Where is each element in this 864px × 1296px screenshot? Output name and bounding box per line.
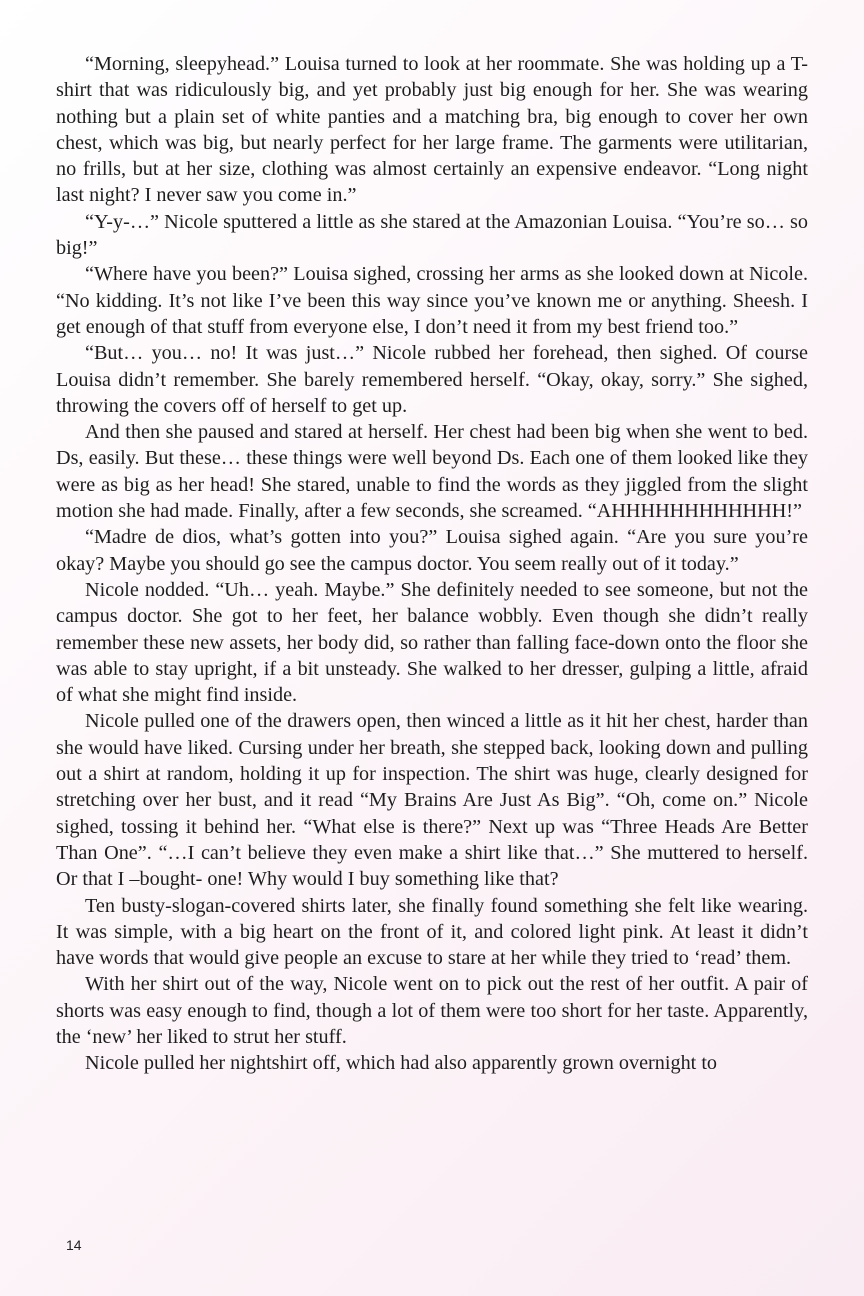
- paragraph: With her shirt out of the way, Nicole went on to pick out the rest of her outfit. A pair of shorts was easy enough to find, though a lot of them were too short for her taste. Apparently, the ‘new’ her liked to strut her stuff.: [56, 973, 808, 1048]
- page-body: [56, 51, 808, 1077]
- paragraph: And then she paused and stared at herself. Her chest had been big when she went to bed. Ds, easily. But these… these things were well beyond Ds. Each one of them looked like they were as big as her head! She stared, unable to find the words as they jiggled from the slight motion she had made. Finally, after a few seconds, she screamed. “AHHHHHHHHHHHH!”: [56, 421, 808, 523]
- paragraph: “Madre de dios, what’s gotten into you?” Louisa sighed again. “Are you sure you’re okay? Maybe you should go see the campus doctor. You seem really out of it today.”: [56, 526, 808, 575]
- paragraph: “Morning, sleepyhead.” Louisa turned to look at her roommate. She was holding up a T-shirt that was ridiculously big, and yet probably just big enough for her. She was wearing nothing but a plain set of white panties and a matching bra, big enough to cover her own chest, which was big, but nearly perfect for her large frame. The garments were utilitarian, no frills, but at her size, clothing was almost certainly an expensive endeavor. “Long night last night? I never saw you come in.”: [56, 53, 808, 207]
- paragraph: Nicole pulled one of the drawers open, then winced a little as it hit her chest, harder than she would have liked. Cursing under her breath, she stepped back, looking down and pulling out a shirt at random, holding it up for inspection. The shirt was huge, clearly designed for stretching over her bust, and it read “My Brains Are Just As Big”. “Oh, come on.” Nicole sighed, tossing it behind her. “What else is there?” Next up was “Three Heads Are Better Than One”. “…I can’t believe they even make a shirt like that…” She muttered to herself. Or that I –bought- one! Why would I buy something like that?: [56, 710, 808, 891]
- paragraph: Ten busty-slogan-covered shirts later, she finally found something she felt like wearing. It was simple, with a big heart on the front of it, and colored light pink. At least it didn’t have words that would give people an excuse to stare at her while they tried to ‘read’ them.: [56, 894, 808, 970]
- paragraph: “Y-y-…” Nicole sputtered a little as she stared at the Amazonian Louisa. “You’re so… so big!”: [56, 210, 808, 260]
- paragraph: Nicole pulled her nightshirt off, which had also apparently grown overnight to: [85, 1052, 718, 1075]
- paragraph: “But… you… no! It was just…” Nicole rubbed her forehead, then sighed. Of course Louisa didn’t remember. She barely remembered herself. “Okay, okay, sorry.” She sighed, throwing the covers off of herself to get up.: [56, 342, 808, 417]
- paragraph: “Where have you been?” Louisa sighed, crossing her arms as she looked down at Nicole. “No kidding. It’s not like I’ve been this way since you’ve known me or anything. Sheesh. I get enough of that stuff from everyone else, I don’t need it from my best friend too.”: [56, 263, 808, 338]
- page-number: 14: [66, 1237, 82, 1253]
- paragraph: Nicole nodded. “Uh… yeah. Maybe.” She definitely needed to see someone, but not the campus doctor. She got to her feet, her balance wobbly. Even though she didn’t really remember these new assets, her body did, so rather than falling face-down onto the floor she was able to stay upright, if a bit unsteady. She walked to her dresser, gulping a little, afraid of what she might find inside.: [56, 578, 808, 707]
